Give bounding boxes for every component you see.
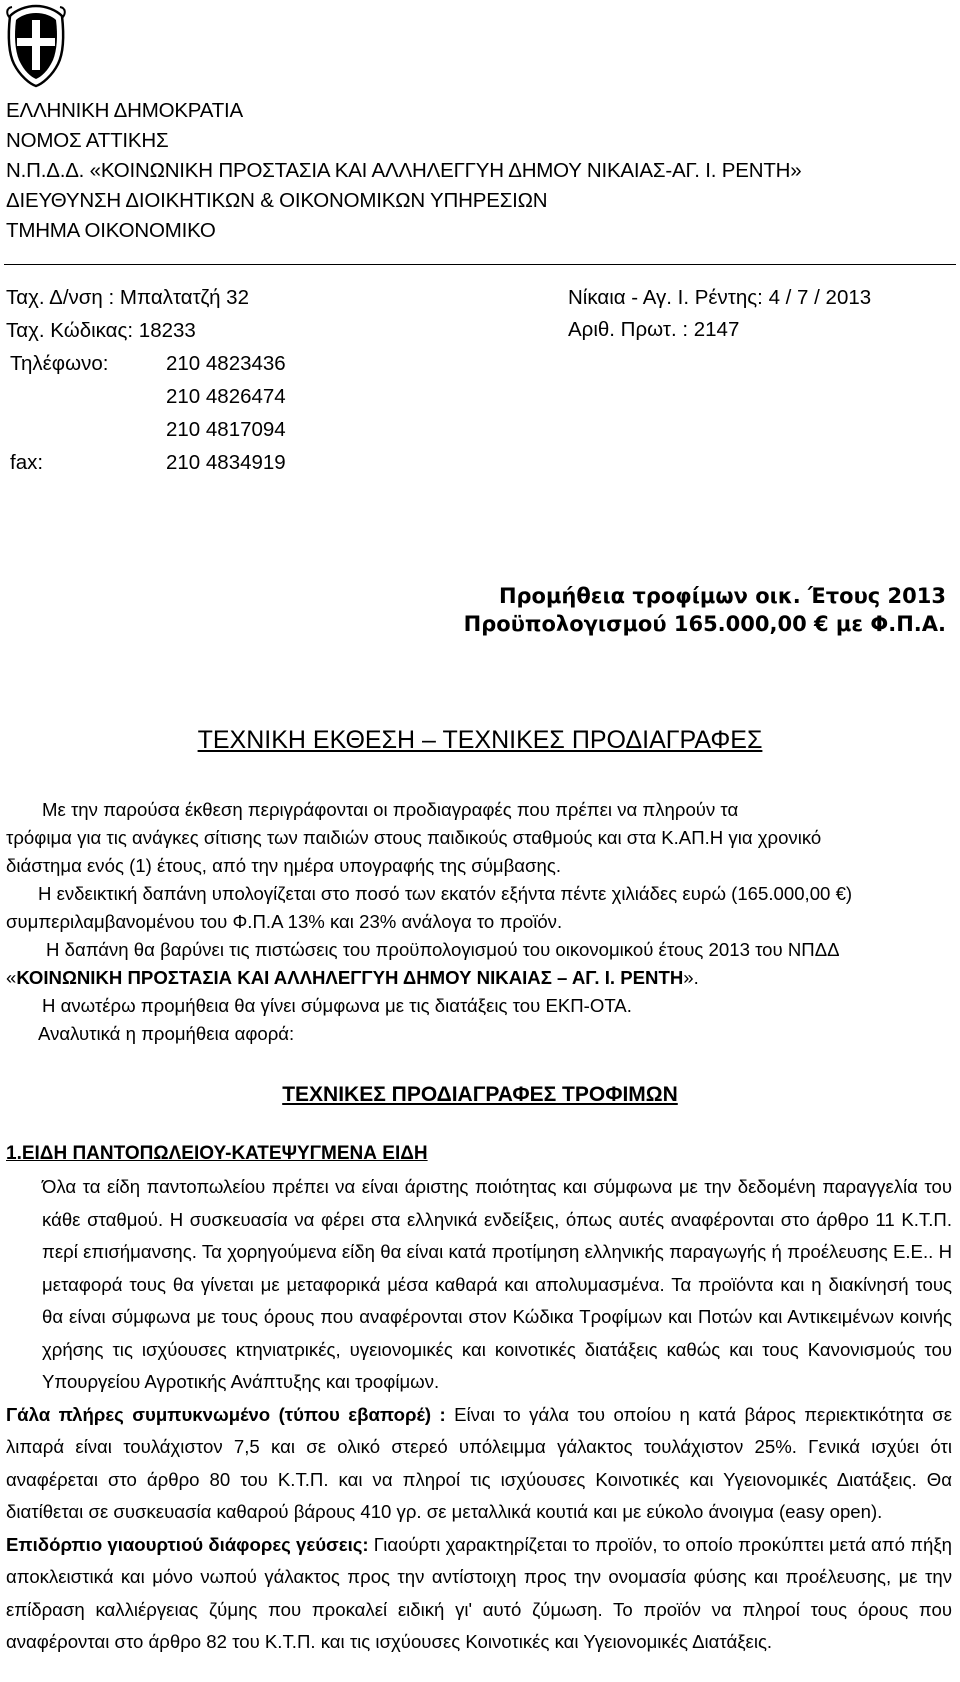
fax-label: fax:	[10, 451, 44, 474]
header-divider	[4, 264, 956, 265]
coat-of-arms-icon	[4, 4, 68, 88]
entity-name: ΚΟΙΝΩΝΙΚΗ ΠΡΟΣΤΑΣΙΑ ΚΑΙ ΑΛΛΗΛΕΓΓΥΗ ΔΗΜΟΥ ΝΙΚΑΙΑΣ – ΑΓ. Ι. ΡΕΝΤΗ	[16, 967, 684, 988]
address-postcode: Ταχ. Κώδικας: 18233	[6, 319, 196, 342]
header-line-entity: Ν.Π.Δ.Δ. «ΚΟΙΝΩΝΙΚΗ ΠΡΟΣΤΑΣΙΑ ΚΑΙ ΑΛΛΗΛΕΓΓΥΗ ΔΗΜΟΥ ΝΙΚΑΙΑΣ-ΑΓ. Ι. ΡΕΝΤΗ»	[6, 159, 802, 182]
milk-spec-text: Είναι το γάλα του οποίου η κατά βάρος περιεκτικότητα σε λιπαρά είναι τουλάχιστον 7,5 και σε ολικό στερεό υπόλειμμα γάλακτος τουλάχιστον 25%. Γενικά ισχύει ότι αναφέρεται στο άρθρο 80 του Κ.Τ.Π. και να πληροί τις ισχύουσες Κοινοτικές και Υγειονομικές Διατάξεις. Θα διατίθεται σε συσκευασία καθαρού βάρους 410 γρ. σε μεταλλικά κουτιά και με εύκολο άνοιγμα (easy open).	[6, 1403, 953, 1522]
yogurt-spec-title: Επιδόρπιο γιαουρτιού διάφορες γεύσεις:	[6, 1533, 369, 1555]
phone-1: 210 4823436	[166, 352, 286, 375]
reference-block	[568, 282, 871, 346]
section-title-food-specs: ΤΕΧΝΙΚΕΣ ΠΡΟΔΙΑΓΡΑΦΕΣ ΤΡΟΦΙΜΩΝ	[282, 1083, 678, 1106]
report-paragraph: Η ενδεικτική δαπάνη υπολογίζεται στο ποσό των εκατόν εξήντα πέντε χιλιάδες ευρώ (165.000,00 €)	[38, 883, 853, 904]
report-paragraph: Με την παρούσα έκθεση περιγράφονται οι προδιαγραφές που πρέπει να πληρούν τα	[42, 799, 739, 820]
issuer-header	[6, 96, 946, 246]
phone-label: Τηλέφωνο:	[10, 352, 109, 375]
phone-2: 210 4826474	[166, 385, 286, 408]
report-paragraph: συμπεριλαμβανομένου του Φ.Π.Α 13% και 23% ανάλογα το προϊόν.	[6, 911, 563, 932]
milk-spec	[6, 1399, 952, 1529]
quote-open: «	[6, 967, 17, 988]
report-paragraph: Αναλυτικά η προμήθεια αφορά:	[38, 1023, 295, 1044]
header-line-country: ΕΛΛΗΝΙΚΗ ΔΗΜΟΚΡΑΤΙΑ	[6, 99, 243, 122]
header-line-prefecture: ΝΟΜΟΣ ΑΤΤΙΚΗΣ	[6, 129, 169, 152]
section-1-body	[6, 1171, 952, 1659]
report-paragraph-entity	[6, 964, 950, 992]
section-1-intro: Όλα τα είδη παντοπωλείου πρέπει να είναι άριστης ποιότητας και σύμφωνα με την δεδομένη παραγγελία του κάθε σταθμού. Η συσκευασία να φέρει στα ελληνικά ενδείξεις, όπως αυτές αναφέρονται στο άρθρο 11 Κ.Τ.Π. περί επισήμανσης. Τα χορηγούμενα είδη θα είναι κατά προτίμηση ελληνικής παραγωγής ή προέλευσης Ε.Ε.. Η μεταφορά τους θα γίνεται με μεταφορικά μέσα καθαρά και απολυμασμένα. Τα προϊόντα και η διακίνησή τους θα είναι σύμφωνα με τους όρους που αναφέρονται στον Κώδικα Τροφίμων και Ποτών και Αντικειμένων κοινής χρήσης τις ισχύουσες κτηνιατρικές, υγειονομικές και κοινοτικές διατάξεις καθώς και τους Κανονισμούς του Υπουργείου Αγροτικής Ανάπτυξης και τροφίμων.	[42, 1176, 952, 1392]
place-date: Νίκαια - Αγ. Ι. Ρέντης: 4 / 7 / 2013	[568, 286, 872, 309]
report-paragraph: διάστημα ενός (1) έτους, από την ημέρα υπογραφής της σύμβασης.	[6, 855, 561, 876]
yogurt-spec	[6, 1529, 952, 1659]
yogurt-spec-text: Γιαούρτι χαρακτηρίζεται το προϊόν, το οποίο προκύπτει μετά από πήξη αποκλειστικά και μόνο νωπού γάλακτος προς την αντίστοιχη προς την ονομασία φύσης και προέλευσης, με την επίδραση καλλιέργειας ζύμης που προκαλεί ειδική γι' αυτό ζύμωση. Το προϊόν να πληροί τους όρους που αναφέρονται στο άρθρο 82 του Κ.Τ.Π. και τις ισχύουσες Κοινοτικές και Υγειονομικές Διατάξεις.	[6, 1533, 952, 1652]
header-line-department: ΤΜΗΜΑ ΟΙΚΟΝΟΜΙΚΟ	[6, 219, 216, 242]
phone-3: 210 4817094	[166, 418, 286, 441]
budget-line-2: Προϋπολογισμού 165.000,00 € με Φ.Π.Α.	[463, 612, 946, 636]
document-title: ΤΕΧΝΙΚΗ ΕΚΘΕΣΗ – ΤΕΧΝΙΚΕΣ ΠΡΟΔΙΑΓΡΑΦΕΣ	[197, 726, 763, 754]
fax-number: 210 4834919	[166, 451, 286, 474]
report-paragraph: Η ανωτέρω προμήθεια θα γίνει σύμφωνα με τις διατάξεις του ΕΚΠ-ΟΤΑ.	[42, 995, 632, 1016]
report-paragraph: Η δαπάνη θα βαρύνει τις πιστώσεις του προϋπολογισμού του οικονομικού έτους 2013 του ΝΠΔΔ	[46, 939, 840, 960]
protocol-number: Αριθ. Πρωτ. : 2147	[568, 318, 740, 341]
budget-line-1: Προμήθεια τροφίμων οικ. Έτους 2013	[498, 584, 946, 608]
milk-spec-title: Γάλα πλήρες συμπυκνωμένο (τύπου εβαπορέ) :	[6, 1403, 446, 1425]
report-body	[6, 796, 950, 1048]
budget-summary	[464, 582, 946, 638]
address-street: Ταχ. Δ/νση : Μπαλτατζή 32	[6, 286, 249, 309]
section-1-heading: 1.ΕΙΔΗ ΠΑΝΤΟΠΩΛΕΙΟΥ-ΚΑΤΕΨΥΓΜΕΝΑ ΕΙΔΗ	[6, 1143, 428, 1164]
header-line-directorate: ΔΙΕΥΘΥΝΣΗ ΔΙΟΙΚΗΤΙΚΩΝ & ΟΙΚΟΝΟΜΙΚΩΝ ΥΠΗΡΕΣΙΩΝ	[6, 189, 548, 212]
report-paragraph: τρόφιμα για τις ανάγκες σίτισης των παιδιών στους παιδικούς σταθμούς και στα Κ.ΑΠ.Η για χρονικό	[6, 827, 822, 848]
quote-close: ».	[683, 967, 699, 988]
